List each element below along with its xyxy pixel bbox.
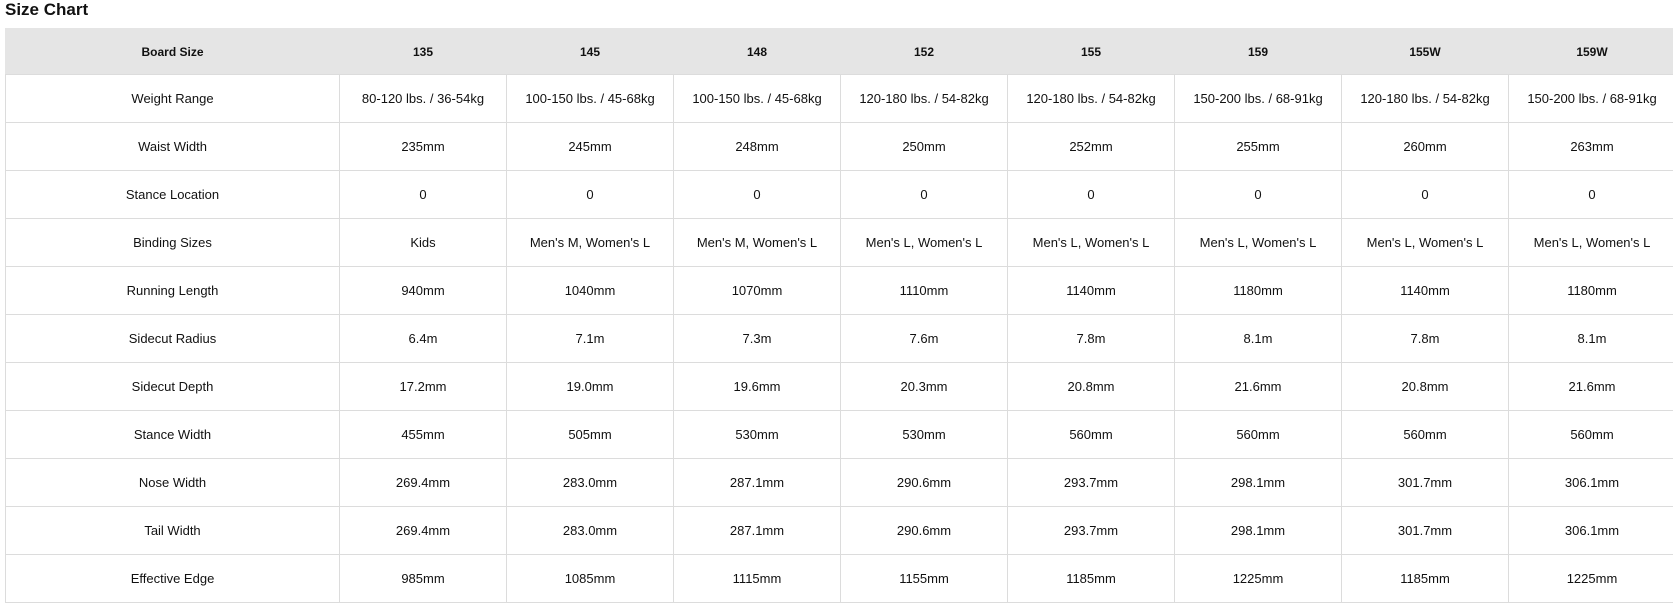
table-cell: Men's L, Women's L [841, 219, 1008, 267]
row-label: Stance Width [6, 411, 340, 459]
table-cell: 21.6mm [1509, 363, 1673, 411]
table-cell: 1185mm [1008, 555, 1175, 603]
row-label: Effective Edge [6, 555, 340, 603]
table-cell: 19.0mm [507, 363, 674, 411]
table-cell: 7.6m [841, 315, 1008, 363]
table-row [6, 507, 1673, 555]
table-cell: 0 [1175, 171, 1342, 219]
table-cell: 7.3m [674, 315, 841, 363]
table-cell: 250mm [841, 123, 1008, 171]
table-cell: 1185mm [1342, 555, 1509, 603]
table-cell: 150-200 lbs. / 68-91kg [1509, 75, 1673, 123]
table-cell: 287.1mm [674, 459, 841, 507]
table-cell: 530mm [841, 411, 1008, 459]
table-cell: 7.8m [1008, 315, 1175, 363]
table-cell: 0 [1008, 171, 1175, 219]
table-row [6, 219, 1673, 267]
table-cell: 255mm [1175, 123, 1342, 171]
row-label: Tail Width [6, 507, 340, 555]
table-cell: 985mm [340, 555, 507, 603]
table-cell: 1070mm [674, 267, 841, 315]
table-cell: 269.4mm [340, 507, 507, 555]
table-cell: 505mm [507, 411, 674, 459]
table-cell: 0 [340, 171, 507, 219]
table-cell: 298.1mm [1175, 459, 1342, 507]
header-size: 155W [1342, 29, 1509, 75]
table-cell: 0 [1509, 171, 1673, 219]
table-cell: 293.7mm [1008, 507, 1175, 555]
table-cell: 1180mm [1175, 267, 1342, 315]
table-cell: 1085mm [507, 555, 674, 603]
table-cell: 0 [1342, 171, 1509, 219]
table-cell: 263mm [1509, 123, 1673, 171]
table-cell: 560mm [1509, 411, 1673, 459]
table-cell: 940mm [340, 267, 507, 315]
table-cell: 455mm [340, 411, 507, 459]
table-cell: 301.7mm [1342, 459, 1509, 507]
table-cell: 8.1m [1175, 315, 1342, 363]
table-cell: 0 [674, 171, 841, 219]
table-cell: 283.0mm [507, 459, 674, 507]
table-cell: 21.6mm [1175, 363, 1342, 411]
table-cell: Men's L, Women's L [1509, 219, 1673, 267]
table-cell: 560mm [1342, 411, 1509, 459]
header-size: 159 [1175, 29, 1342, 75]
table-row [6, 171, 1673, 219]
table-cell: 530mm [674, 411, 841, 459]
table-cell: 287.1mm [674, 507, 841, 555]
table-cell: Men's L, Women's L [1008, 219, 1175, 267]
table-cell: 120-180 lbs. / 54-82kg [1342, 75, 1509, 123]
header-size: 135 [340, 29, 507, 75]
header-size: 155 [1008, 29, 1175, 75]
row-label: Sidecut Depth [6, 363, 340, 411]
table-cell: 1140mm [1342, 267, 1509, 315]
table-cell: 120-180 lbs. / 54-82kg [1008, 75, 1175, 123]
table-header [6, 29, 1673, 75]
table-cell: 1225mm [1509, 555, 1673, 603]
header-row [6, 29, 1673, 75]
table-cell: 290.6mm [841, 507, 1008, 555]
table-row [6, 555, 1673, 603]
table-cell: 100-150 lbs. / 45-68kg [674, 75, 841, 123]
table-cell: Men's L, Women's L [1175, 219, 1342, 267]
table-row [6, 459, 1673, 507]
table-cell: 0 [841, 171, 1008, 219]
table-row [6, 75, 1673, 123]
table-cell: 8.1m [1509, 315, 1673, 363]
row-label: Stance Location [6, 171, 340, 219]
table-cell: 293.7mm [1008, 459, 1175, 507]
row-label: Waist Width [6, 123, 340, 171]
table-cell: 1140mm [1008, 267, 1175, 315]
table-cell: 20.3mm [841, 363, 1008, 411]
table-cell: 1115mm [674, 555, 841, 603]
table-cell: Men's M, Women's L [507, 219, 674, 267]
table-cell: 260mm [1342, 123, 1509, 171]
table-cell: 1155mm [841, 555, 1008, 603]
table-row [6, 123, 1673, 171]
table-cell: 6.4m [340, 315, 507, 363]
table-cell: 19.6mm [674, 363, 841, 411]
page-title: Size Chart [5, 0, 89, 19]
table-row [6, 363, 1673, 411]
row-label: Binding Sizes [6, 219, 340, 267]
table-row [6, 315, 1673, 363]
table-cell: 301.7mm [1342, 507, 1509, 555]
size-chart-table [5, 28, 1673, 603]
table-cell: Kids [340, 219, 507, 267]
table-cell: 17.2mm [340, 363, 507, 411]
row-label: Sidecut Radius [6, 315, 340, 363]
table-cell: 7.8m [1342, 315, 1509, 363]
table-row [6, 267, 1673, 315]
table-cell: 560mm [1008, 411, 1175, 459]
table-cell: 1110mm [841, 267, 1008, 315]
table-cell: 20.8mm [1342, 363, 1509, 411]
table-cell: Men's L, Women's L [1342, 219, 1509, 267]
table-body [6, 75, 1673, 603]
table-cell: 7.1m [507, 315, 674, 363]
table-cell: 1180mm [1509, 267, 1673, 315]
table-cell: 0 [507, 171, 674, 219]
table-cell: 290.6mm [841, 459, 1008, 507]
table-cell: 269.4mm [340, 459, 507, 507]
table-cell: 1040mm [507, 267, 674, 315]
row-label: Weight Range [6, 75, 340, 123]
header-size: 145 [507, 29, 674, 75]
header-size: 148 [674, 29, 841, 75]
table-cell: 306.1mm [1509, 507, 1673, 555]
table-cell: Men's M, Women's L [674, 219, 841, 267]
table-cell: 235mm [340, 123, 507, 171]
table-cell: 120-180 lbs. / 54-82kg [841, 75, 1008, 123]
table-cell: 248mm [674, 123, 841, 171]
table-cell: 20.8mm [1008, 363, 1175, 411]
table-cell: 80-120 lbs. / 36-54kg [340, 75, 507, 123]
header-board-size: Board Size [6, 29, 340, 75]
table-row [6, 411, 1673, 459]
table-cell: 298.1mm [1175, 507, 1342, 555]
row-label: Nose Width [6, 459, 340, 507]
table-cell: 283.0mm [507, 507, 674, 555]
table-cell: 150-200 lbs. / 68-91kg [1175, 75, 1342, 123]
table-cell: 252mm [1008, 123, 1175, 171]
table-cell: 100-150 lbs. / 45-68kg [507, 75, 674, 123]
table-cell: 306.1mm [1509, 459, 1673, 507]
header-size: 159W [1509, 29, 1673, 75]
header-size: 152 [841, 29, 1008, 75]
table-cell: 245mm [507, 123, 674, 171]
table-cell: 560mm [1175, 411, 1342, 459]
row-label: Running Length [6, 267, 340, 315]
table-cell: 1225mm [1175, 555, 1342, 603]
